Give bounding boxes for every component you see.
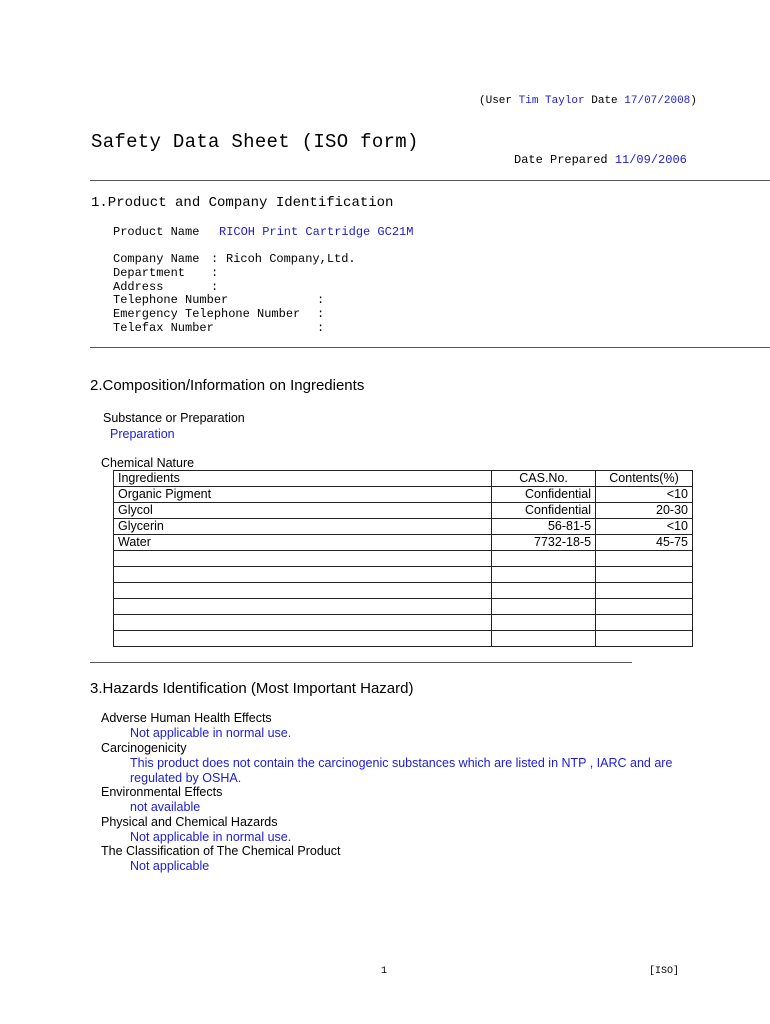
hazard-value-environmental: not available bbox=[130, 800, 201, 814]
header-cas-no: CAS.No. bbox=[492, 471, 596, 487]
product-name-label: Product Name bbox=[113, 225, 200, 239]
ingredient-cell bbox=[114, 615, 492, 631]
colon: : bbox=[317, 321, 325, 335]
contents-cell bbox=[596, 583, 693, 599]
hazard-value-physical-chemical: Not applicable in normal use. bbox=[130, 830, 292, 844]
hazard-label-carcinogenicity: Carcinogenicity bbox=[101, 741, 187, 755]
date-prepared-label: Date Prepared bbox=[514, 153, 608, 167]
form-tag: [ISO] bbox=[649, 966, 680, 977]
colon: : bbox=[317, 293, 325, 307]
ingredient-cell bbox=[114, 583, 492, 599]
product-name-value: RICOH Print Cartridge GC21M bbox=[219, 225, 414, 239]
header-contents: Contents(%) bbox=[596, 471, 693, 487]
cas-cell: Confidential bbox=[492, 503, 596, 519]
table-row bbox=[114, 615, 693, 631]
user-line bbox=[479, 95, 697, 107]
section2-title: 2.Composition/Information on Ingredients bbox=[90, 377, 365, 394]
cas-cell bbox=[492, 631, 596, 647]
table-row bbox=[114, 599, 693, 615]
ingredient-cell bbox=[114, 599, 492, 615]
ingredient-cell: Glycerin bbox=[114, 519, 492, 535]
emergency-telephone-label: Emergency Telephone Number bbox=[113, 307, 301, 321]
substance-label: Substance or Preparation bbox=[103, 411, 245, 425]
hazard-value-classification: Not applicable bbox=[130, 859, 210, 873]
hazard-label-adverse-health: Adverse Human Health Effects bbox=[101, 711, 272, 725]
telefax-label: Telefax Number bbox=[113, 321, 214, 335]
contents-cell: <10 bbox=[596, 519, 693, 535]
table-row bbox=[114, 535, 693, 551]
table-row bbox=[114, 567, 693, 583]
table-header-row bbox=[114, 471, 693, 487]
hazard-label-physical-chemical: Physical and Chemical Hazards bbox=[101, 815, 278, 829]
colon: : bbox=[211, 266, 219, 280]
cas-cell bbox=[492, 615, 596, 631]
ingredients-table bbox=[113, 470, 693, 647]
company-name-value: Ricoh Company,Ltd. bbox=[226, 252, 356, 266]
contents-cell: <10 bbox=[596, 487, 693, 503]
ingredient-cell bbox=[114, 567, 492, 583]
cas-cell: 7732-18-5 bbox=[492, 535, 596, 551]
contents-cell bbox=[596, 567, 693, 583]
table-row bbox=[114, 487, 693, 503]
user-suffix: ) bbox=[690, 95, 697, 107]
document-title: Safety Data Sheet (ISO form) bbox=[91, 131, 419, 153]
colon: : bbox=[211, 252, 219, 266]
telephone-label: Telephone Number bbox=[113, 293, 229, 307]
contents-cell bbox=[596, 599, 693, 615]
cas-cell bbox=[492, 583, 596, 599]
date-prepared-value: 11/09/2006 bbox=[614, 153, 687, 167]
page-number: 1 bbox=[381, 966, 388, 977]
section3-title: 3.Hazards Identification (Most Important Hazard) bbox=[90, 680, 414, 697]
ingredient-cell: Water bbox=[114, 535, 492, 551]
section1-title: 1.Product and Company Identification bbox=[91, 195, 394, 211]
company-name-label: Company Name bbox=[113, 252, 200, 266]
cas-cell: 56-81-5 bbox=[492, 519, 596, 535]
hazard-value-adverse-health: Not applicable in normal use. bbox=[130, 726, 292, 740]
hazard-label-environmental: Environmental Effects bbox=[101, 785, 223, 799]
date-prepared bbox=[514, 153, 687, 167]
colon: : bbox=[211, 280, 219, 294]
user-name: Tim Taylor bbox=[518, 95, 585, 107]
cas-cell bbox=[492, 567, 596, 583]
table-row bbox=[114, 631, 693, 647]
user-date-label: Date bbox=[591, 95, 618, 107]
cas-cell: Confidential bbox=[492, 487, 596, 503]
department-label: Department bbox=[113, 266, 186, 280]
table-row bbox=[114, 503, 693, 519]
ingredient-cell: Glycol bbox=[114, 503, 492, 519]
divider bbox=[90, 180, 770, 181]
hazard-label-classification: The Classification of The Chemical Product bbox=[101, 844, 341, 858]
ingredient-cell: Organic Pigment bbox=[114, 487, 492, 503]
header-ingredients: Ingredients bbox=[114, 471, 492, 487]
contents-cell bbox=[596, 551, 693, 567]
cas-cell bbox=[492, 599, 596, 615]
table-row bbox=[114, 519, 693, 535]
ingredient-cell bbox=[114, 631, 492, 647]
address-label: Address bbox=[113, 280, 164, 294]
contents-cell bbox=[596, 631, 693, 647]
contents-cell: 45-75 bbox=[596, 535, 693, 551]
divider bbox=[90, 662, 632, 663]
ingredient-cell bbox=[114, 551, 492, 567]
divider bbox=[90, 347, 770, 348]
contents-cell: 20-30 bbox=[596, 503, 693, 519]
user-prefix: (User bbox=[479, 95, 513, 107]
chemical-nature-label: Chemical Nature bbox=[101, 456, 195, 470]
hazard-value-carcinogenicity: This product does not contain the carcinogenic substances which are listed in NTP , IARC and are regulated by OSHA. bbox=[130, 756, 673, 785]
user-date-value: 17/07/2008 bbox=[624, 95, 691, 107]
table-row bbox=[114, 551, 693, 567]
substance-value: Preparation bbox=[110, 427, 175, 441]
colon: : bbox=[317, 307, 325, 321]
cas-cell bbox=[492, 551, 596, 567]
table-row bbox=[114, 583, 693, 599]
contents-cell bbox=[596, 615, 693, 631]
